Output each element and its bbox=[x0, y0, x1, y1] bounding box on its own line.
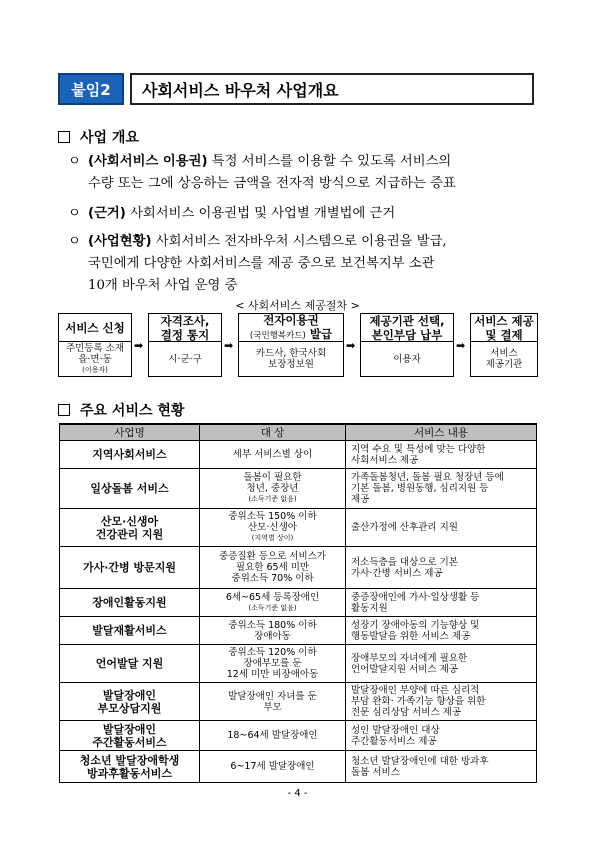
stage-title: 제공기관 선택, bbox=[369, 313, 445, 328]
service-name: 발달재활서비스 bbox=[60, 617, 200, 645]
arrow-right-icon: ➡ bbox=[456, 339, 466, 352]
process-stage-service-payment bbox=[470, 313, 538, 377]
column-header: 서비스 내용 bbox=[346, 424, 537, 441]
page-title: 사회서비스 바우처 사업개요 bbox=[130, 73, 534, 105]
bullet-label: (사업현황) bbox=[88, 234, 152, 249]
stage-title: 본인부담 납부 bbox=[371, 327, 443, 342]
service-content: 발달장애인 부양에 따른 심리적 부담 완화· 가족기능 향상을 위한 전문 심리상담 서비스 제공 bbox=[346, 683, 537, 721]
stage-title: 발급 bbox=[309, 326, 333, 341]
service-name: 청소년 발달장애학생 방과후활동서비스 bbox=[60, 751, 200, 783]
service-name: 발달장애인 주간활동서비스 bbox=[60, 721, 200, 751]
bullet-text: 사회서비스 전자바우처 시스템으로 이용권을 발급, bbox=[155, 234, 447, 249]
service-content: 청소년 발달장애인에 대한 방과후 돌봄 서비스 bbox=[346, 751, 537, 783]
stage-title: 서비스 제공 bbox=[474, 313, 534, 328]
service-name: 발달장애인 부모상담지원 bbox=[60, 683, 200, 721]
section-heading-overview bbox=[58, 127, 139, 147]
column-header: 대 상 bbox=[200, 424, 346, 441]
service-target: 18~64세 발달장애인 bbox=[200, 721, 346, 751]
section-title: 사업 개요 bbox=[80, 130, 139, 146]
bullet-marker: ㅇ bbox=[68, 206, 81, 221]
stage-title: 서비스 신청 bbox=[65, 320, 125, 335]
section-title: 주요 서비스 현황 bbox=[80, 403, 185, 419]
column-header: 사업명 bbox=[60, 424, 200, 441]
service-name: 장애인활동지원 bbox=[60, 589, 200, 617]
bullet-marker: ㅇ bbox=[68, 154, 81, 169]
stage-title: 결정 통지 bbox=[160, 327, 210, 342]
bullet-text: 특정 서비스를 이용할 수 있도록 서비스의 bbox=[211, 154, 452, 169]
process-caption: < 사회서비스 제공절차 > bbox=[235, 299, 360, 312]
service-content: 지역 수요 및 특성에 맞는 다양한 사회서비스 제공 bbox=[346, 441, 537, 469]
service-target: 돌봄이 필요한 청년, 중장년 (소득기준 없음) bbox=[200, 469, 346, 509]
service-target: 세부 서비스별 상이 bbox=[200, 441, 346, 469]
bullet-label: (사회서비스 이용권) bbox=[88, 154, 208, 169]
stage-card-name: (국민행복카드) bbox=[249, 330, 306, 341]
table-row bbox=[60, 683, 537, 721]
service-target: 중증질환 등으로 서비스가 필요한 65세 미만 중위소득 70% 이하 bbox=[200, 547, 346, 589]
service-target: 중위소득 180% 이하 장애아동 bbox=[200, 617, 346, 645]
arrow-right-icon: ➡ bbox=[224, 339, 234, 352]
service-content: 성인 발달장애인 대상 주간활동서비스 제공 bbox=[346, 721, 537, 751]
bullet-text: 수량 또는 그에 상응하는 금액을 전자적 방식으로 지급하는 증표 bbox=[88, 176, 456, 191]
table-header-row bbox=[60, 424, 537, 441]
stage-agency: 서비스 bbox=[490, 348, 518, 359]
arrow-right-icon: ➡ bbox=[134, 339, 144, 352]
service-content: 성장기 장애아동의 기능향상 및 행동발달을 위한 서비스 제공 bbox=[346, 617, 537, 645]
stage-agency: 읍·면·동 bbox=[78, 353, 112, 365]
service-target: 6세~65세 등록장애인 (소득기준 없음) bbox=[200, 589, 346, 617]
service-content: 출산가정에 산후관리 지원 bbox=[346, 509, 537, 547]
stage-title: 전자이용권 bbox=[263, 312, 319, 327]
stage-agency: 이용자 bbox=[393, 353, 421, 365]
service-name: 일상돌봄 서비스 bbox=[60, 469, 200, 509]
bullet-text: 10개 바우처 사업 운영 중 bbox=[88, 278, 238, 293]
stage-agency: 주민등록 소재 bbox=[65, 342, 125, 354]
process-stage-apply bbox=[58, 313, 132, 377]
arrow-right-icon: ➡ bbox=[346, 339, 356, 352]
bullet-item bbox=[68, 231, 538, 297]
process-stage-eligibility bbox=[148, 313, 222, 377]
table-row bbox=[60, 645, 537, 683]
page-number: - 4 - bbox=[287, 788, 308, 799]
service-name: 지역사회서비스 bbox=[60, 441, 200, 469]
square-bullet-icon bbox=[58, 131, 70, 143]
stage-title: 및 결제 bbox=[485, 327, 523, 342]
table-row bbox=[60, 547, 537, 589]
bullet-label: (근거) bbox=[88, 206, 126, 221]
service-target: 중위소득 150% 이하 산모·신생아 (지역별 상이) bbox=[200, 509, 346, 547]
process-stage-provider-selection bbox=[360, 313, 454, 377]
table-row bbox=[60, 721, 537, 751]
square-bullet-icon bbox=[58, 404, 70, 416]
service-name: 산모·신생아 건강관리 지원 bbox=[60, 509, 200, 547]
section-heading-services bbox=[58, 400, 184, 420]
service-target: 6~17세 발달장애인 bbox=[200, 751, 346, 783]
stage-note: (이용자) bbox=[82, 365, 108, 374]
stage-agency: 제공기관 bbox=[485, 359, 523, 370]
table-row bbox=[60, 751, 537, 783]
header bbox=[58, 73, 534, 105]
service-name: 언어발달 지원 bbox=[60, 645, 200, 683]
attachment-tag: 붙임2 bbox=[58, 73, 124, 105]
table-row bbox=[60, 441, 537, 469]
stage-title: 자격조사, bbox=[160, 313, 210, 328]
services-table bbox=[59, 423, 537, 783]
bullet-item bbox=[68, 203, 538, 225]
stage-agency: 시·군·구 bbox=[168, 353, 202, 365]
stage-agency: 카드사, 한국사회 bbox=[255, 348, 327, 359]
bullet-marker: ㅇ bbox=[68, 234, 81, 249]
bullet-text: 국민에게 다양한 사회서비스를 제공 중으로 보건복지부 소관 bbox=[88, 256, 435, 271]
service-content: 저소득층을 대상으로 기본 가사·간병 서비스 제공 bbox=[346, 547, 537, 589]
bullet-text: 사회서비스 이용권법 및 사업별 개별법에 근거 bbox=[130, 206, 396, 221]
table-row bbox=[60, 589, 537, 617]
bullet-item bbox=[68, 151, 538, 195]
process-stage-voucher bbox=[238, 313, 344, 377]
table-row bbox=[60, 509, 537, 547]
service-content: 중증장애인에 가사·일상생활 등 활동지원 bbox=[346, 589, 537, 617]
table-row bbox=[60, 469, 537, 509]
table-row bbox=[60, 617, 537, 645]
service-name: 가사·간병 방문지원 bbox=[60, 547, 200, 589]
service-target: 발달장애인 자녀를 둔 부모 bbox=[200, 683, 346, 721]
stage-agency: 보장정보원 bbox=[268, 359, 314, 370]
service-content: 가족돌봄청년, 돌봄 필요 청장년 등에 기본 돌봄, 병원동행, 심리지원 등 제공 bbox=[346, 469, 537, 509]
service-target: 중위소득 120% 이하 장애부모를 둔 12세 미만 비장애아동 bbox=[200, 645, 346, 683]
service-content: 장애부모의 자녀에게 필요한 언어발달지원 서비스 제공 bbox=[346, 645, 537, 683]
